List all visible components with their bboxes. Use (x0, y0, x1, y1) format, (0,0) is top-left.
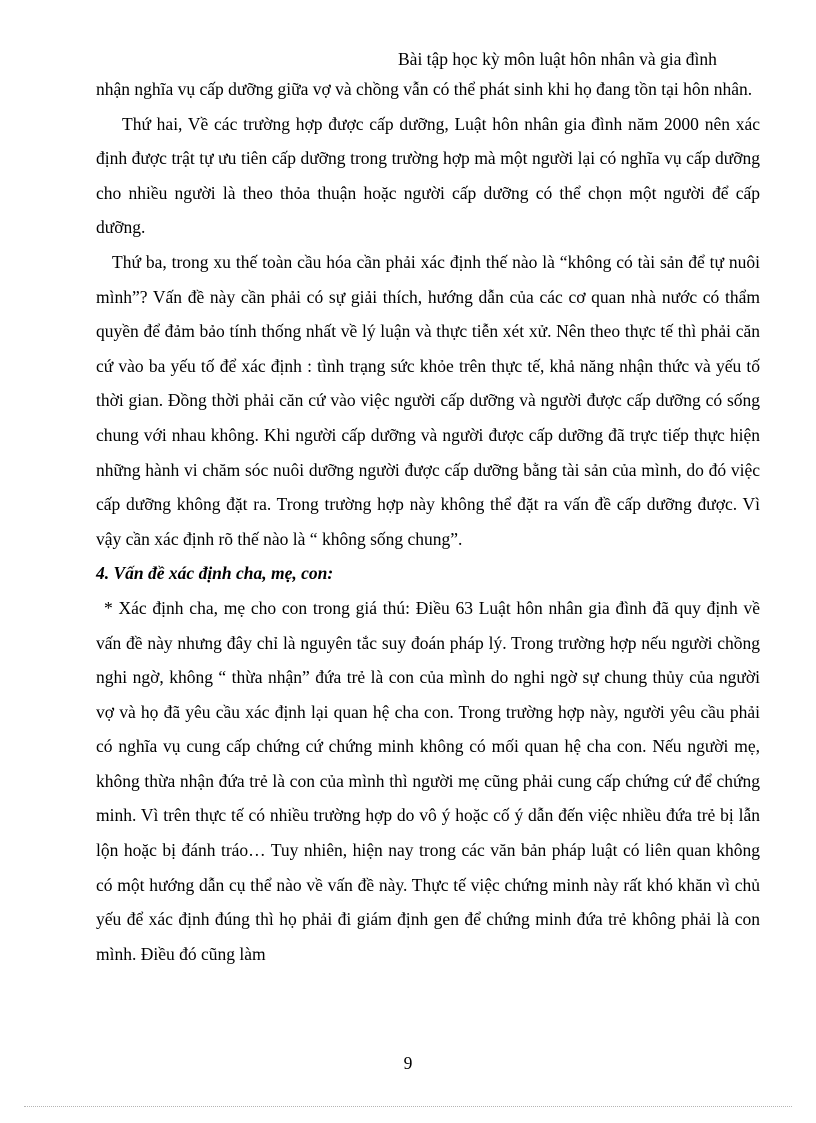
body-text (96, 72, 760, 971)
section-heading: 4. Vấn đề xác định cha, mẹ, con: (96, 563, 334, 584)
page-number: 9 (403, 1053, 413, 1073)
paragraph-paternity: * Xác định cha, mẹ cho con trong giá thú: Điều 63 Luật hôn nhân gia đình đã quy định về vấn đề này nhưng đây chỉ là nguyên tắc suy đoán pháp lý. Trong trường hợp nếu người chồng nghi ngờ, không “ thừa nhận” đứa trẻ là con của mình do nghi ngờ sự chung thủy của người vợ và họ đã yêu cầu xác định lại quan hệ cha con. Trong trường hợp này, người yêu cầu phải có nghĩa vụ cung cấp chứng cứ chứng minh không có mối quan hệ cha con. Nếu người mẹ, không thừa nhận đứa trẻ là con của mình thì người mẹ cũng phải cung cấp chứng cứ để chứng minh. Vì trên thực tế có nhiều trường hợp do vô ý hoặc cố ý dẫn đến việc nhiều đứa trẻ bị lẫn lộn hoặc bị đánh tráo… Tuy nhiên, hiện nay trong các văn bản pháp luật có liên quan không có một hướng dẫn cụ thể nào về vấn đề này. Thực tế việc chứng minh này rất khó khăn vì chủ yếu để xác định đúng thì họ phải đi giám định gen để chứng minh đứa trẻ không phải là con mình. Điều đó cũng làm (96, 597, 760, 964)
paragraph-third-point: Thứ ba, trong xu thế toàn cầu hóa cần phải xác định thế nào là “không có tài sản để tự nuôi mình”? Vấn đề này cần phải có sự giải thích, hướng dẫn của các cơ quan nhà nước có thẩm quyền để đảm bảo tính thống nhất về lý luận và thực tiễn xét xử. Nên theo thực tế thì phải căn cứ vào ba yếu tố để xác định : tình trạng sức khỏe trên thực tế, khả năng nhận thức và yếu tố thời gian. Đồng thời phải căn cứ vào việc người cấp dưỡng và người được cấp dưỡng có sống chung với nhau không. Khi người cấp dưỡng và người được cấp dưỡng đã trực tiếp thực hiện những hành vi chăm sóc nuôi dưỡng người được cấp dưỡng bằng tài sản của mình, do đó việc cấp dưỡng không đặt ra. Trong trường hợp này không thể đặt ra vấn đề cấp dưỡng được. Vì vậy cần xác định rõ thế nào là “ không sống chung”. (96, 251, 760, 549)
paragraph-second-point: Thứ hai, Về các trường hợp được cấp dưỡng, Luật hôn nhân gia đình năm 2000 nên xác định được trật tự ưu tiên cấp dưỡng trong trường hợp mà một người lại có nghĩa vụ cấp dưỡng cho nhiều người là theo thỏa thuận hoặc người cấp dưỡng có thể chọn một người để cấp dưỡng. (96, 113, 760, 238)
footer-divider (24, 1106, 792, 1107)
running-header: Bài tập học kỳ môn luật hôn nhân và gia đình (398, 49, 717, 69)
paragraph-continuation: nhận nghĩa vụ cấp dưỡng giữa vợ và chồng vẫn có thể phát sinh khi họ đang tồn tại hôn nhân. (96, 79, 753, 99)
